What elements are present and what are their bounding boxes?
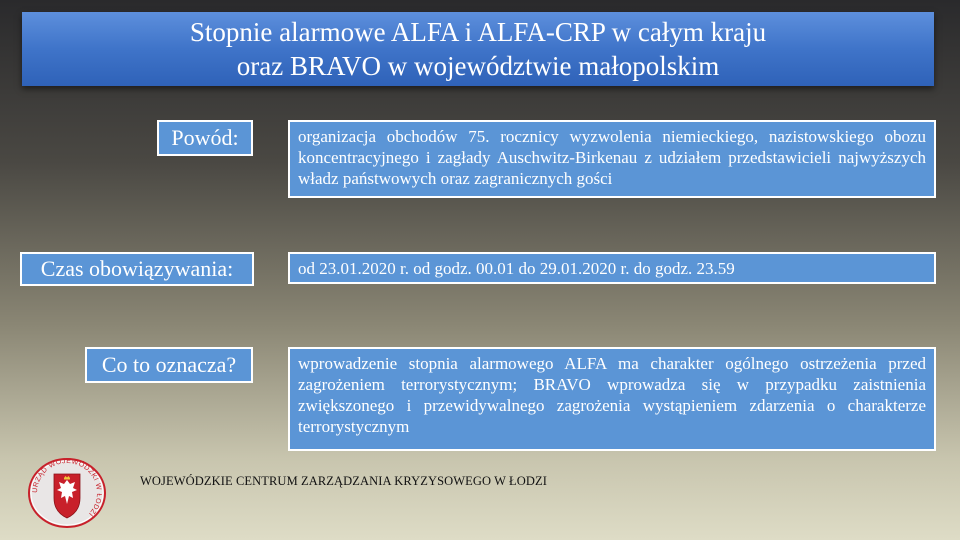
- validity-content-text: od 23.01.2020 r. od godz. 00.01 do 29.01.2020 r. do godz. 23.59: [298, 258, 735, 278]
- slide-title: [22, 12, 934, 86]
- organization-name: WOJEWÓDZKIE CENTRUM ZARZĄDZANIA KRYZYSOWEGO W ŁODZI: [140, 474, 548, 488]
- title-line-1: Stopnie alarmowe ALFA i ALFA-CRP w całym kraju: [189, 17, 767, 47]
- meaning-content-text: wprowadzenie stopnia alarmowego ALFA ma charakter ogólnego ostrzeżenia przed zagrożeniem terrorystycznym; BRAVO wprowadza się w przypadku zaistnienia zwiększonego i przewidywalnego zagrożenia wystąpieniem zdarzenia o charakterze terrorystycznym: [298, 354, 926, 436]
- reason-content-text: organizacja obchodów 75. rocznicy wyzwolenia niemieckiego, nazistowskiego obozu koncentracyjnego i zagłady Auschwitz-Birkenau z udziałem przedstawicieli najwyższych władz państwowych oraz zagranicznych gości: [298, 127, 926, 188]
- reason-label: [157, 120, 253, 156]
- meaning-label-text: Co to oznacza?: [101, 352, 237, 377]
- validity-label-text: Czas obowiązywania:: [40, 256, 234, 281]
- meaning-content: [288, 347, 936, 451]
- validity-label: [20, 252, 254, 286]
- title-line-2: oraz BRAVO w województwie małopolskim: [236, 51, 720, 81]
- meaning-label: [85, 347, 253, 383]
- reason-label-text: Powód:: [171, 125, 239, 150]
- reason-content: [288, 120, 936, 198]
- validity-content: [288, 252, 936, 284]
- voivodeship-office-emblem-icon: [24, 458, 110, 528]
- emblem-ring-text: URZĄD WOJEWÓDZKI W ŁODZI: [31, 458, 103, 518]
